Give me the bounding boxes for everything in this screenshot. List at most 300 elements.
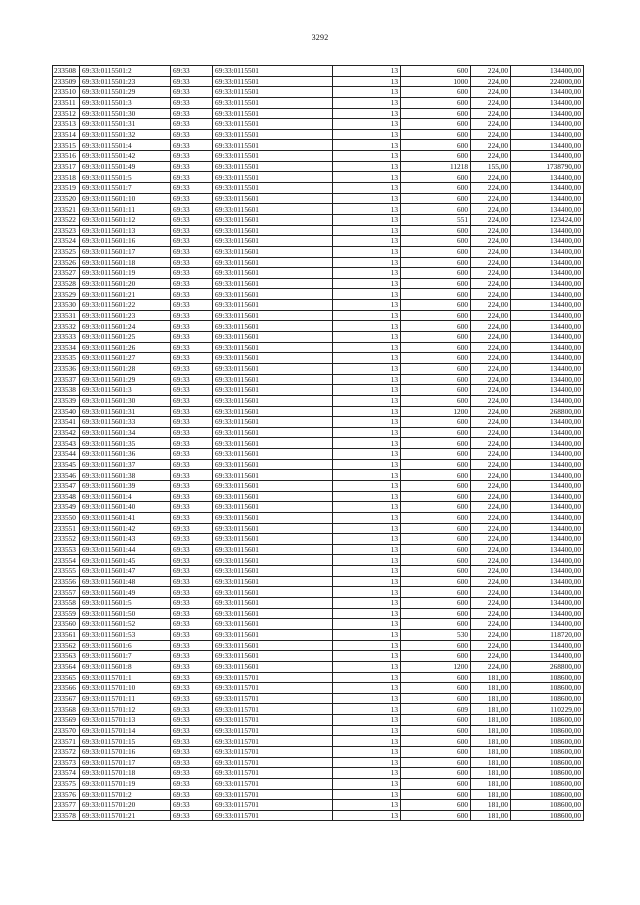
unit-price-cell: 224,00 [471, 332, 511, 343]
row-number-cell: 233511 [53, 97, 80, 108]
cadastral-block-cell: 69:33:0115601 [213, 417, 333, 428]
area-cell: 600 [401, 268, 471, 279]
table-row [53, 438, 584, 449]
cadastral-value-cell: 134400,00 [511, 129, 584, 140]
cadastral-number-cell: 69:33:0115601:52 [80, 619, 171, 630]
table-row [53, 385, 584, 396]
area-cell: 600 [401, 140, 471, 151]
table-row [53, 183, 584, 194]
district-code-cell: 69:33 [171, 693, 213, 704]
district-code-cell: 69:33 [171, 246, 213, 257]
category-code-cell: 13 [333, 449, 401, 460]
unit-price-cell: 224,00 [471, 491, 511, 502]
cadastral-block-cell: 69:33:0115601 [213, 470, 333, 481]
cadastral-value-cell: 134400,00 [511, 193, 584, 204]
unit-price-cell: 224,00 [471, 300, 511, 311]
cadastral-number-cell: 69:33:0115501:49 [80, 161, 171, 172]
cadastral-block-cell: 69:33:0115601 [213, 246, 333, 257]
district-code-cell: 69:33 [171, 236, 213, 247]
cadastral-value-table [52, 65, 584, 821]
cadastral-block-cell: 69:33:0115501 [213, 151, 333, 162]
area-cell: 600 [401, 119, 471, 130]
row-number-cell: 233532 [53, 321, 80, 332]
district-code-cell: 69:33 [171, 672, 213, 683]
table-row [53, 651, 584, 662]
cadastral-block-cell: 69:33:0115601 [213, 661, 333, 672]
cadastral-number-cell: 69:33:0115501:4 [80, 140, 171, 151]
cadastral-block-cell: 69:33:0115701 [213, 789, 333, 800]
cadastral-block-cell: 69:33:0115601 [213, 534, 333, 545]
unit-price-cell: 181,00 [471, 810, 511, 821]
category-code-cell: 13 [333, 672, 401, 683]
district-code-cell: 69:33 [171, 459, 213, 470]
cadastral-table-container [52, 65, 583, 821]
category-code-cell: 13 [333, 278, 401, 289]
table-row [53, 640, 584, 651]
row-number-cell: 233577 [53, 800, 80, 811]
category-code-cell: 13 [333, 87, 401, 98]
category-code-cell: 13 [333, 523, 401, 534]
table-row [53, 278, 584, 289]
area-cell: 600 [401, 566, 471, 577]
cadastral-value-cell: 134400,00 [511, 651, 584, 662]
category-code-cell: 13 [333, 151, 401, 162]
area-cell: 600 [401, 332, 471, 343]
row-number-cell: 233571 [53, 736, 80, 747]
area-cell: 600 [401, 757, 471, 768]
cadastral-number-cell: 69:33:0115701:14 [80, 725, 171, 736]
cadastral-number-cell: 69:33:0115601:17 [80, 246, 171, 257]
cadastral-value-cell: 134400,00 [511, 268, 584, 279]
cadastral-block-cell: 69:33:0115601 [213, 406, 333, 417]
cadastral-number-cell: 69:33:0115601:37 [80, 459, 171, 470]
table-row [53, 332, 584, 343]
unit-price-cell: 224,00 [471, 225, 511, 236]
table-row [53, 321, 584, 332]
cadastral-value-cell: 134400,00 [511, 438, 584, 449]
area-cell: 600 [401, 725, 471, 736]
cadastral-block-cell: 69:33:0115601 [213, 363, 333, 374]
area-cell: 600 [401, 363, 471, 374]
row-number-cell: 233536 [53, 363, 80, 374]
unit-price-cell: 224,00 [471, 214, 511, 225]
unit-price-cell: 224,00 [471, 608, 511, 619]
cadastral-value-cell: 134400,00 [511, 278, 584, 289]
table-row [53, 459, 584, 470]
category-code-cell: 13 [333, 310, 401, 321]
area-cell: 600 [401, 289, 471, 300]
row-number-cell: 233530 [53, 300, 80, 311]
row-number-cell: 233545 [53, 459, 80, 470]
cadastral-value-cell: 134400,00 [511, 374, 584, 385]
cadastral-number-cell: 69:33:0115701:11 [80, 693, 171, 704]
cadastral-value-cell: 134400,00 [511, 534, 584, 545]
cadastral-block-cell: 69:33:0115501 [213, 129, 333, 140]
category-code-cell: 13 [333, 76, 401, 87]
district-code-cell: 69:33 [171, 321, 213, 332]
row-number-cell: 233567 [53, 693, 80, 704]
area-cell: 600 [401, 385, 471, 396]
row-number-cell: 233515 [53, 140, 80, 151]
table-row [53, 417, 584, 428]
row-number-cell: 233526 [53, 257, 80, 268]
cadastral-value-cell: 134400,00 [511, 151, 584, 162]
cadastral-value-cell: 134400,00 [511, 459, 584, 470]
unit-price-cell: 224,00 [471, 374, 511, 385]
table-row [53, 161, 584, 172]
district-code-cell: 69:33 [171, 800, 213, 811]
category-code-cell: 13 [333, 427, 401, 438]
table-row [53, 789, 584, 800]
unit-price-cell: 181,00 [471, 725, 511, 736]
cadastral-number-cell: 69:33:0115601:10 [80, 193, 171, 204]
table-row [53, 800, 584, 811]
category-code-cell: 13 [333, 459, 401, 470]
unit-price-cell: 224,00 [471, 587, 511, 598]
table-row [53, 757, 584, 768]
cadastral-value-cell: 134400,00 [511, 172, 584, 183]
table-row [53, 268, 584, 279]
area-cell: 600 [401, 747, 471, 758]
category-code-cell: 13 [333, 661, 401, 672]
cadastral-number-cell: 69:33:0115601:25 [80, 332, 171, 343]
area-cell: 600 [401, 87, 471, 98]
unit-price-cell: 181,00 [471, 768, 511, 779]
unit-price-cell: 181,00 [471, 800, 511, 811]
table-row [53, 289, 584, 300]
unit-price-cell: 224,00 [471, 427, 511, 438]
cadastral-value-cell: 108600,00 [511, 736, 584, 747]
cadastral-number-cell: 69:33:0115701:1 [80, 672, 171, 683]
cadastral-block-cell: 69:33:0115601 [213, 310, 333, 321]
cadastral-number-cell: 69:33:0115601:45 [80, 555, 171, 566]
table-row [53, 140, 584, 151]
cadastral-value-cell: 134400,00 [511, 257, 584, 268]
unit-price-cell: 181,00 [471, 757, 511, 768]
category-code-cell: 13 [333, 736, 401, 747]
district-code-cell: 69:33 [171, 406, 213, 417]
district-code-cell: 69:33 [171, 491, 213, 502]
area-cell: 600 [401, 353, 471, 364]
cadastral-value-cell: 134400,00 [511, 140, 584, 151]
area-cell: 1000 [401, 76, 471, 87]
cadastral-block-cell: 69:33:0115601 [213, 332, 333, 343]
cadastral-block-cell: 69:33:0115501 [213, 97, 333, 108]
row-number-cell: 233539 [53, 395, 80, 406]
cadastral-value-cell: 134400,00 [511, 544, 584, 555]
table-row [53, 236, 584, 247]
cadastral-number-cell: 69:33:0115601:44 [80, 544, 171, 555]
district-code-cell: 69:33 [171, 342, 213, 353]
category-code-cell: 13 [333, 438, 401, 449]
area-cell: 600 [401, 672, 471, 683]
row-number-cell: 233544 [53, 449, 80, 460]
cadastral-number-cell: 69:33:0115601:49 [80, 587, 171, 598]
row-number-cell: 233566 [53, 683, 80, 694]
cadastral-block-cell: 69:33:0115601 [213, 629, 333, 640]
table-row [53, 736, 584, 747]
category-code-cell: 13 [333, 640, 401, 651]
cadastral-value-cell: 108600,00 [511, 810, 584, 821]
cadastral-block-cell: 69:33:0115701 [213, 693, 333, 704]
area-cell: 600 [401, 651, 471, 662]
table-row [53, 151, 584, 162]
area-cell: 600 [401, 300, 471, 311]
table-row [53, 566, 584, 577]
row-number-cell: 233523 [53, 225, 80, 236]
cadastral-value-cell: 134400,00 [511, 555, 584, 566]
cadastral-number-cell: 69:33:0115601:24 [80, 321, 171, 332]
district-code-cell: 69:33 [171, 129, 213, 140]
district-code-cell: 69:33 [171, 225, 213, 236]
unit-price-cell: 224,00 [471, 204, 511, 215]
area-cell: 600 [401, 683, 471, 694]
cadastral-number-cell: 69:33:0115601:29 [80, 374, 171, 385]
cadastral-block-cell: 69:33:0115601 [213, 523, 333, 534]
row-number-cell: 233573 [53, 757, 80, 768]
district-code-cell: 69:33 [171, 640, 213, 651]
cadastral-number-cell: 69:33:0115701:21 [80, 810, 171, 821]
row-number-cell: 233522 [53, 214, 80, 225]
category-code-cell: 13 [333, 66, 401, 77]
unit-price-cell: 224,00 [471, 97, 511, 108]
area-cell: 600 [401, 236, 471, 247]
table-row [53, 608, 584, 619]
category-code-cell: 13 [333, 566, 401, 577]
unit-price-cell: 224,00 [471, 480, 511, 491]
row-number-cell: 233543 [53, 438, 80, 449]
area-cell: 1200 [401, 406, 471, 417]
cadastral-value-cell: 108600,00 [511, 778, 584, 789]
unit-price-cell: 224,00 [471, 342, 511, 353]
row-number-cell: 233535 [53, 353, 80, 364]
cadastral-value-cell: 134400,00 [511, 608, 584, 619]
table-row [53, 353, 584, 364]
row-number-cell: 233565 [53, 672, 80, 683]
cadastral-block-cell: 69:33:0115601 [213, 257, 333, 268]
cadastral-value-cell: 134400,00 [511, 108, 584, 119]
row-number-cell: 233572 [53, 747, 80, 758]
cadastral-value-cell: 108600,00 [511, 693, 584, 704]
cadastral-block-cell: 69:33:0115601 [213, 342, 333, 353]
cadastral-value-cell: 268800,00 [511, 406, 584, 417]
cadastral-value-cell: 108600,00 [511, 725, 584, 736]
cadastral-block-cell: 69:33:0115601 [213, 225, 333, 236]
area-cell: 600 [401, 342, 471, 353]
cadastral-value-cell: 108600,00 [511, 747, 584, 758]
district-code-cell: 69:33 [171, 629, 213, 640]
cadastral-value-cell: 108600,00 [511, 768, 584, 779]
area-cell: 600 [401, 246, 471, 257]
district-code-cell: 69:33 [171, 470, 213, 481]
table-row [53, 214, 584, 225]
cadastral-block-cell: 69:33:0115501 [213, 140, 333, 151]
district-code-cell: 69:33 [171, 789, 213, 800]
unit-price-cell: 181,00 [471, 778, 511, 789]
district-code-cell: 69:33 [171, 598, 213, 609]
cadastral-block-cell: 69:33:0115601 [213, 544, 333, 555]
cadastral-number-cell: 69:33:0115601:47 [80, 566, 171, 577]
table-row [53, 778, 584, 789]
area-cell: 600 [401, 534, 471, 545]
unit-price-cell: 224,00 [471, 417, 511, 428]
cadastral-block-cell: 69:33:0115601 [213, 555, 333, 566]
district-code-cell: 69:33 [171, 715, 213, 726]
unit-price-cell: 224,00 [471, 257, 511, 268]
row-number-cell: 233531 [53, 310, 80, 321]
district-code-cell: 69:33 [171, 438, 213, 449]
row-number-cell: 233529 [53, 289, 80, 300]
district-code-cell: 69:33 [171, 449, 213, 460]
area-cell: 600 [401, 66, 471, 77]
district-code-cell: 69:33 [171, 204, 213, 215]
cadastral-block-cell: 69:33:0115601 [213, 395, 333, 406]
district-code-cell: 69:33 [171, 268, 213, 279]
cadastral-value-cell: 134400,00 [511, 353, 584, 364]
district-code-cell: 69:33 [171, 66, 213, 77]
district-code-cell: 69:33 [171, 768, 213, 779]
district-code-cell: 69:33 [171, 278, 213, 289]
category-code-cell: 13 [333, 119, 401, 130]
unit-price-cell: 181,00 [471, 693, 511, 704]
cadastral-block-cell: 69:33:0115601 [213, 278, 333, 289]
cadastral-block-cell: 69:33:0115601 [213, 268, 333, 279]
cadastral-block-cell: 69:33:0115601 [213, 598, 333, 609]
area-cell: 600 [401, 576, 471, 587]
unit-price-cell: 224,00 [471, 406, 511, 417]
unit-price-cell: 224,00 [471, 651, 511, 662]
area-cell: 600 [401, 512, 471, 523]
cadastral-block-cell: 69:33:0115601 [213, 374, 333, 385]
cadastral-value-cell: 108600,00 [511, 800, 584, 811]
cadastral-number-cell: 69:33:0115601:12 [80, 214, 171, 225]
cadastral-block-cell: 69:33:0115601 [213, 502, 333, 513]
unit-price-cell: 224,00 [471, 66, 511, 77]
category-code-cell: 13 [333, 704, 401, 715]
table-row [53, 470, 584, 481]
row-number-cell: 233549 [53, 502, 80, 513]
unit-price-cell: 181,00 [471, 715, 511, 726]
district-code-cell: 69:33 [171, 704, 213, 715]
cadastral-number-cell: 69:33:0115501:32 [80, 129, 171, 140]
cadastral-block-cell: 69:33:0115601 [213, 204, 333, 215]
cadastral-value-cell: 134400,00 [511, 566, 584, 577]
category-code-cell: 13 [333, 725, 401, 736]
category-code-cell: 13 [333, 108, 401, 119]
category-code-cell: 13 [333, 598, 401, 609]
cadastral-number-cell: 69:33:0115601:31 [80, 406, 171, 417]
district-code-cell: 69:33 [171, 757, 213, 768]
category-code-cell: 13 [333, 268, 401, 279]
unit-price-cell: 181,00 [471, 736, 511, 747]
table-row [53, 491, 584, 502]
cadastral-value-cell: 134400,00 [511, 512, 584, 523]
district-code-cell: 69:33 [171, 651, 213, 662]
cadastral-number-cell: 69:33:0115501:7 [80, 183, 171, 194]
row-number-cell: 233547 [53, 480, 80, 491]
cadastral-number-cell: 69:33:0115701:19 [80, 778, 171, 789]
area-cell: 600 [401, 257, 471, 268]
unit-price-cell: 224,00 [471, 193, 511, 204]
category-code-cell: 13 [333, 810, 401, 821]
row-number-cell: 233546 [53, 470, 80, 481]
district-code-cell: 69:33 [171, 544, 213, 555]
unit-price-cell: 224,00 [471, 236, 511, 247]
area-cell: 600 [401, 491, 471, 502]
cadastral-block-cell: 69:33:0115601 [213, 651, 333, 662]
category-code-cell: 13 [333, 587, 401, 598]
area-cell: 600 [401, 459, 471, 470]
cadastral-number-cell: 69:33:0115601:13 [80, 225, 171, 236]
district-code-cell: 69:33 [171, 661, 213, 672]
cadastral-value-cell: 134400,00 [511, 640, 584, 651]
cadastral-number-cell: 69:33:0115601:27 [80, 353, 171, 364]
category-code-cell: 13 [333, 193, 401, 204]
area-cell: 600 [401, 310, 471, 321]
cadastral-number-cell: 69:33:0115601:36 [80, 449, 171, 460]
table-row [53, 342, 584, 353]
district-code-cell: 69:33 [171, 534, 213, 545]
unit-price-cell: 224,00 [471, 566, 511, 577]
category-code-cell: 13 [333, 140, 401, 151]
row-number-cell: 233513 [53, 119, 80, 130]
unit-price-cell: 181,00 [471, 704, 511, 715]
district-code-cell: 69:33 [171, 587, 213, 598]
area-cell: 600 [401, 183, 471, 194]
row-number-cell: 233528 [53, 278, 80, 289]
district-code-cell: 69:33 [171, 778, 213, 789]
table-row [53, 427, 584, 438]
cadastral-value-cell: 134400,00 [511, 427, 584, 438]
district-code-cell: 69:33 [171, 151, 213, 162]
area-cell: 600 [401, 587, 471, 598]
cadastral-value-cell: 134400,00 [511, 449, 584, 460]
cadastral-block-cell: 69:33:0115601 [213, 480, 333, 491]
unit-price-cell: 224,00 [471, 289, 511, 300]
cadastral-value-cell: 134400,00 [511, 246, 584, 257]
row-number-cell: 233558 [53, 598, 80, 609]
district-code-cell: 69:33 [171, 810, 213, 821]
unit-price-cell: 224,00 [471, 661, 511, 672]
area-cell: 600 [401, 204, 471, 215]
cadastral-number-cell: 69:33:0115501:30 [80, 108, 171, 119]
unit-price-cell: 181,00 [471, 747, 511, 758]
table-row [53, 300, 584, 311]
district-code-cell: 69:33 [171, 172, 213, 183]
cadastral-number-cell: 69:33:0115601:22 [80, 300, 171, 311]
unit-price-cell: 224,00 [471, 363, 511, 374]
area-cell: 1200 [401, 661, 471, 672]
area-cell: 600 [401, 608, 471, 619]
district-code-cell: 69:33 [171, 480, 213, 491]
cadastral-block-cell: 69:33:0115601 [213, 587, 333, 598]
category-code-cell: 13 [333, 225, 401, 236]
row-number-cell: 233516 [53, 151, 80, 162]
unit-price-cell: 224,00 [471, 534, 511, 545]
cadastral-number-cell: 69:33:0115501:5 [80, 172, 171, 183]
area-cell: 600 [401, 598, 471, 609]
category-code-cell: 13 [333, 683, 401, 694]
area-cell: 600 [401, 619, 471, 630]
category-code-cell: 13 [333, 555, 401, 566]
row-number-cell: 233537 [53, 374, 80, 385]
unit-price-cell: 224,00 [471, 129, 511, 140]
unit-price-cell: 224,00 [471, 395, 511, 406]
table-row [53, 693, 584, 704]
cadastral-number-cell: 69:33:0115601:28 [80, 363, 171, 374]
category-code-cell: 13 [333, 651, 401, 662]
cadastral-number-cell: 69:33:0115701:10 [80, 683, 171, 694]
